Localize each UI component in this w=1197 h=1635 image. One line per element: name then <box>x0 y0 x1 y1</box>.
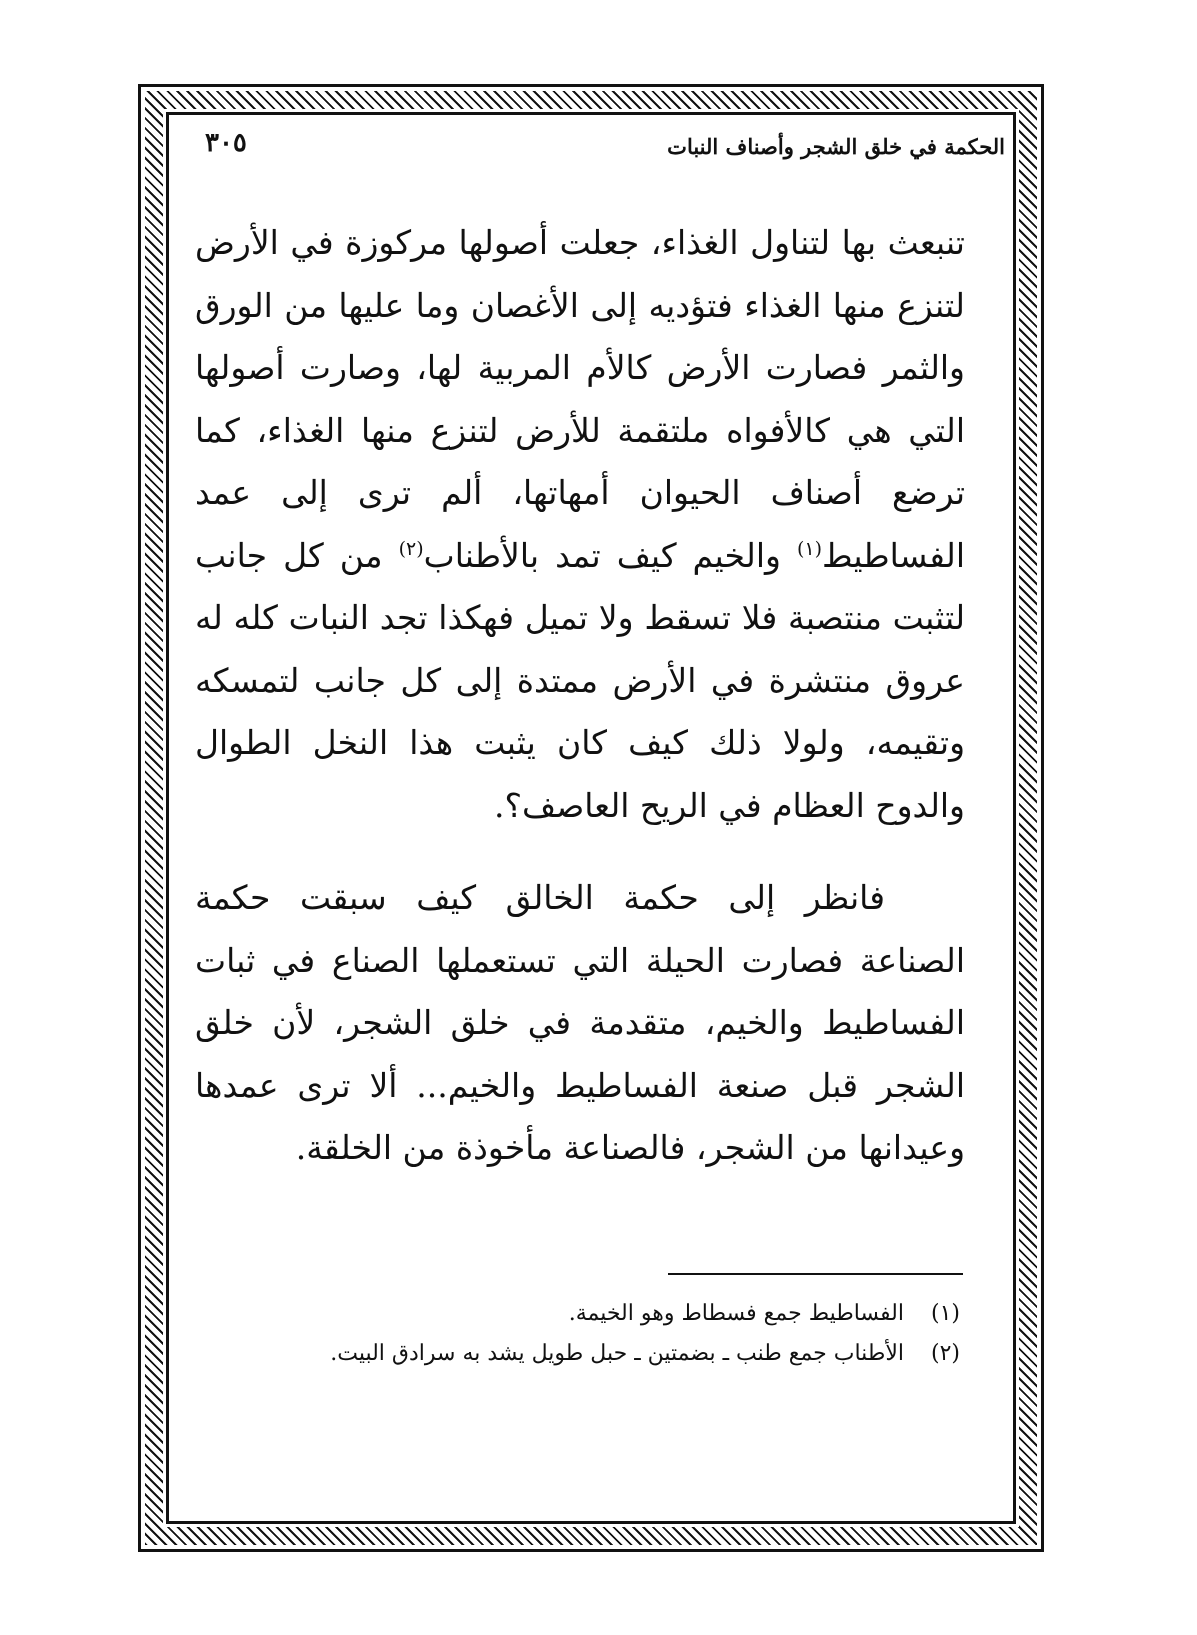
footnote-2-number: (٢) <box>930 1341 960 1366</box>
footnotes <box>190 1294 960 1374</box>
footnote-2 <box>190 1334 960 1374</box>
footnote-ref-1: (١) <box>796 537 823 560</box>
footnote-1-number: (١) <box>930 1301 960 1326</box>
body-text <box>195 212 965 1180</box>
footnote-2-text: الأطناب جمع طنب ـ بضمتين ـ حبل طويل يشد به سرادق البيت. <box>330 1341 904 1366</box>
footnote-ref-2: (٢) <box>398 537 424 560</box>
footnote-1 <box>190 1294 960 1334</box>
footnote-separator <box>668 1273 963 1275</box>
page-number: ٣٠٥ <box>205 128 247 158</box>
paragraph-1-part-b: والخيم كيف تمد بالأطناب <box>423 535 797 575</box>
paragraph-1-part-a: تنبعث بها لتناول الغذاء، جعلت أصولها مركوزة في الأرض لتنزع منها الغذاء فتؤديه إلى الأغصان وما عليها من الورق والثمر فصارت الأرض كالأم المربية لها، وصارت أصولها التي هي كالأفواه ملتقمة للأرض لتنزع منها الغذاء، كما ترضع أصناف الحيوان أمهاتها، ألم ترى إلى عمد الفساطيط <box>195 223 965 575</box>
running-head <box>205 128 1005 168</box>
running-head-title: الحكمة في خلق الشجر وأصناف النبات <box>667 134 1005 159</box>
paragraph-1 <box>195 212 965 837</box>
paragraph-2: فانظر إلى حكمة الخالق كيف سبقت حكمة الصناعة فصارت الحيلة التي تستعملها الصناع في ثبات الفساطيط والخيم، متقدمة في خلق الشجر، لأن خلق الشجر قبل صنعة الفساطيط والخيم... ألا ترى عمدها وعيدانها من الشجر، فالصناعة مأخوذة من الخلقة. <box>195 878 965 1167</box>
footnote-1-text: الفساطيط جمع فسطاط وهو الخيمة. <box>568 1301 904 1326</box>
paragraph-1-part-c: من كل جانب لتثبت منتصبة فلا تسقط ولا تميل فهكذا تجد النبات كله له عروق منتشرة في الأرض ممتدة إلى كل جانب لتمسكه وتقيمه، ولولا ذلك كيف كان يثبت هذا النخل الطوال والدوح العظام في الريح العاصف؟. <box>195 535 965 825</box>
